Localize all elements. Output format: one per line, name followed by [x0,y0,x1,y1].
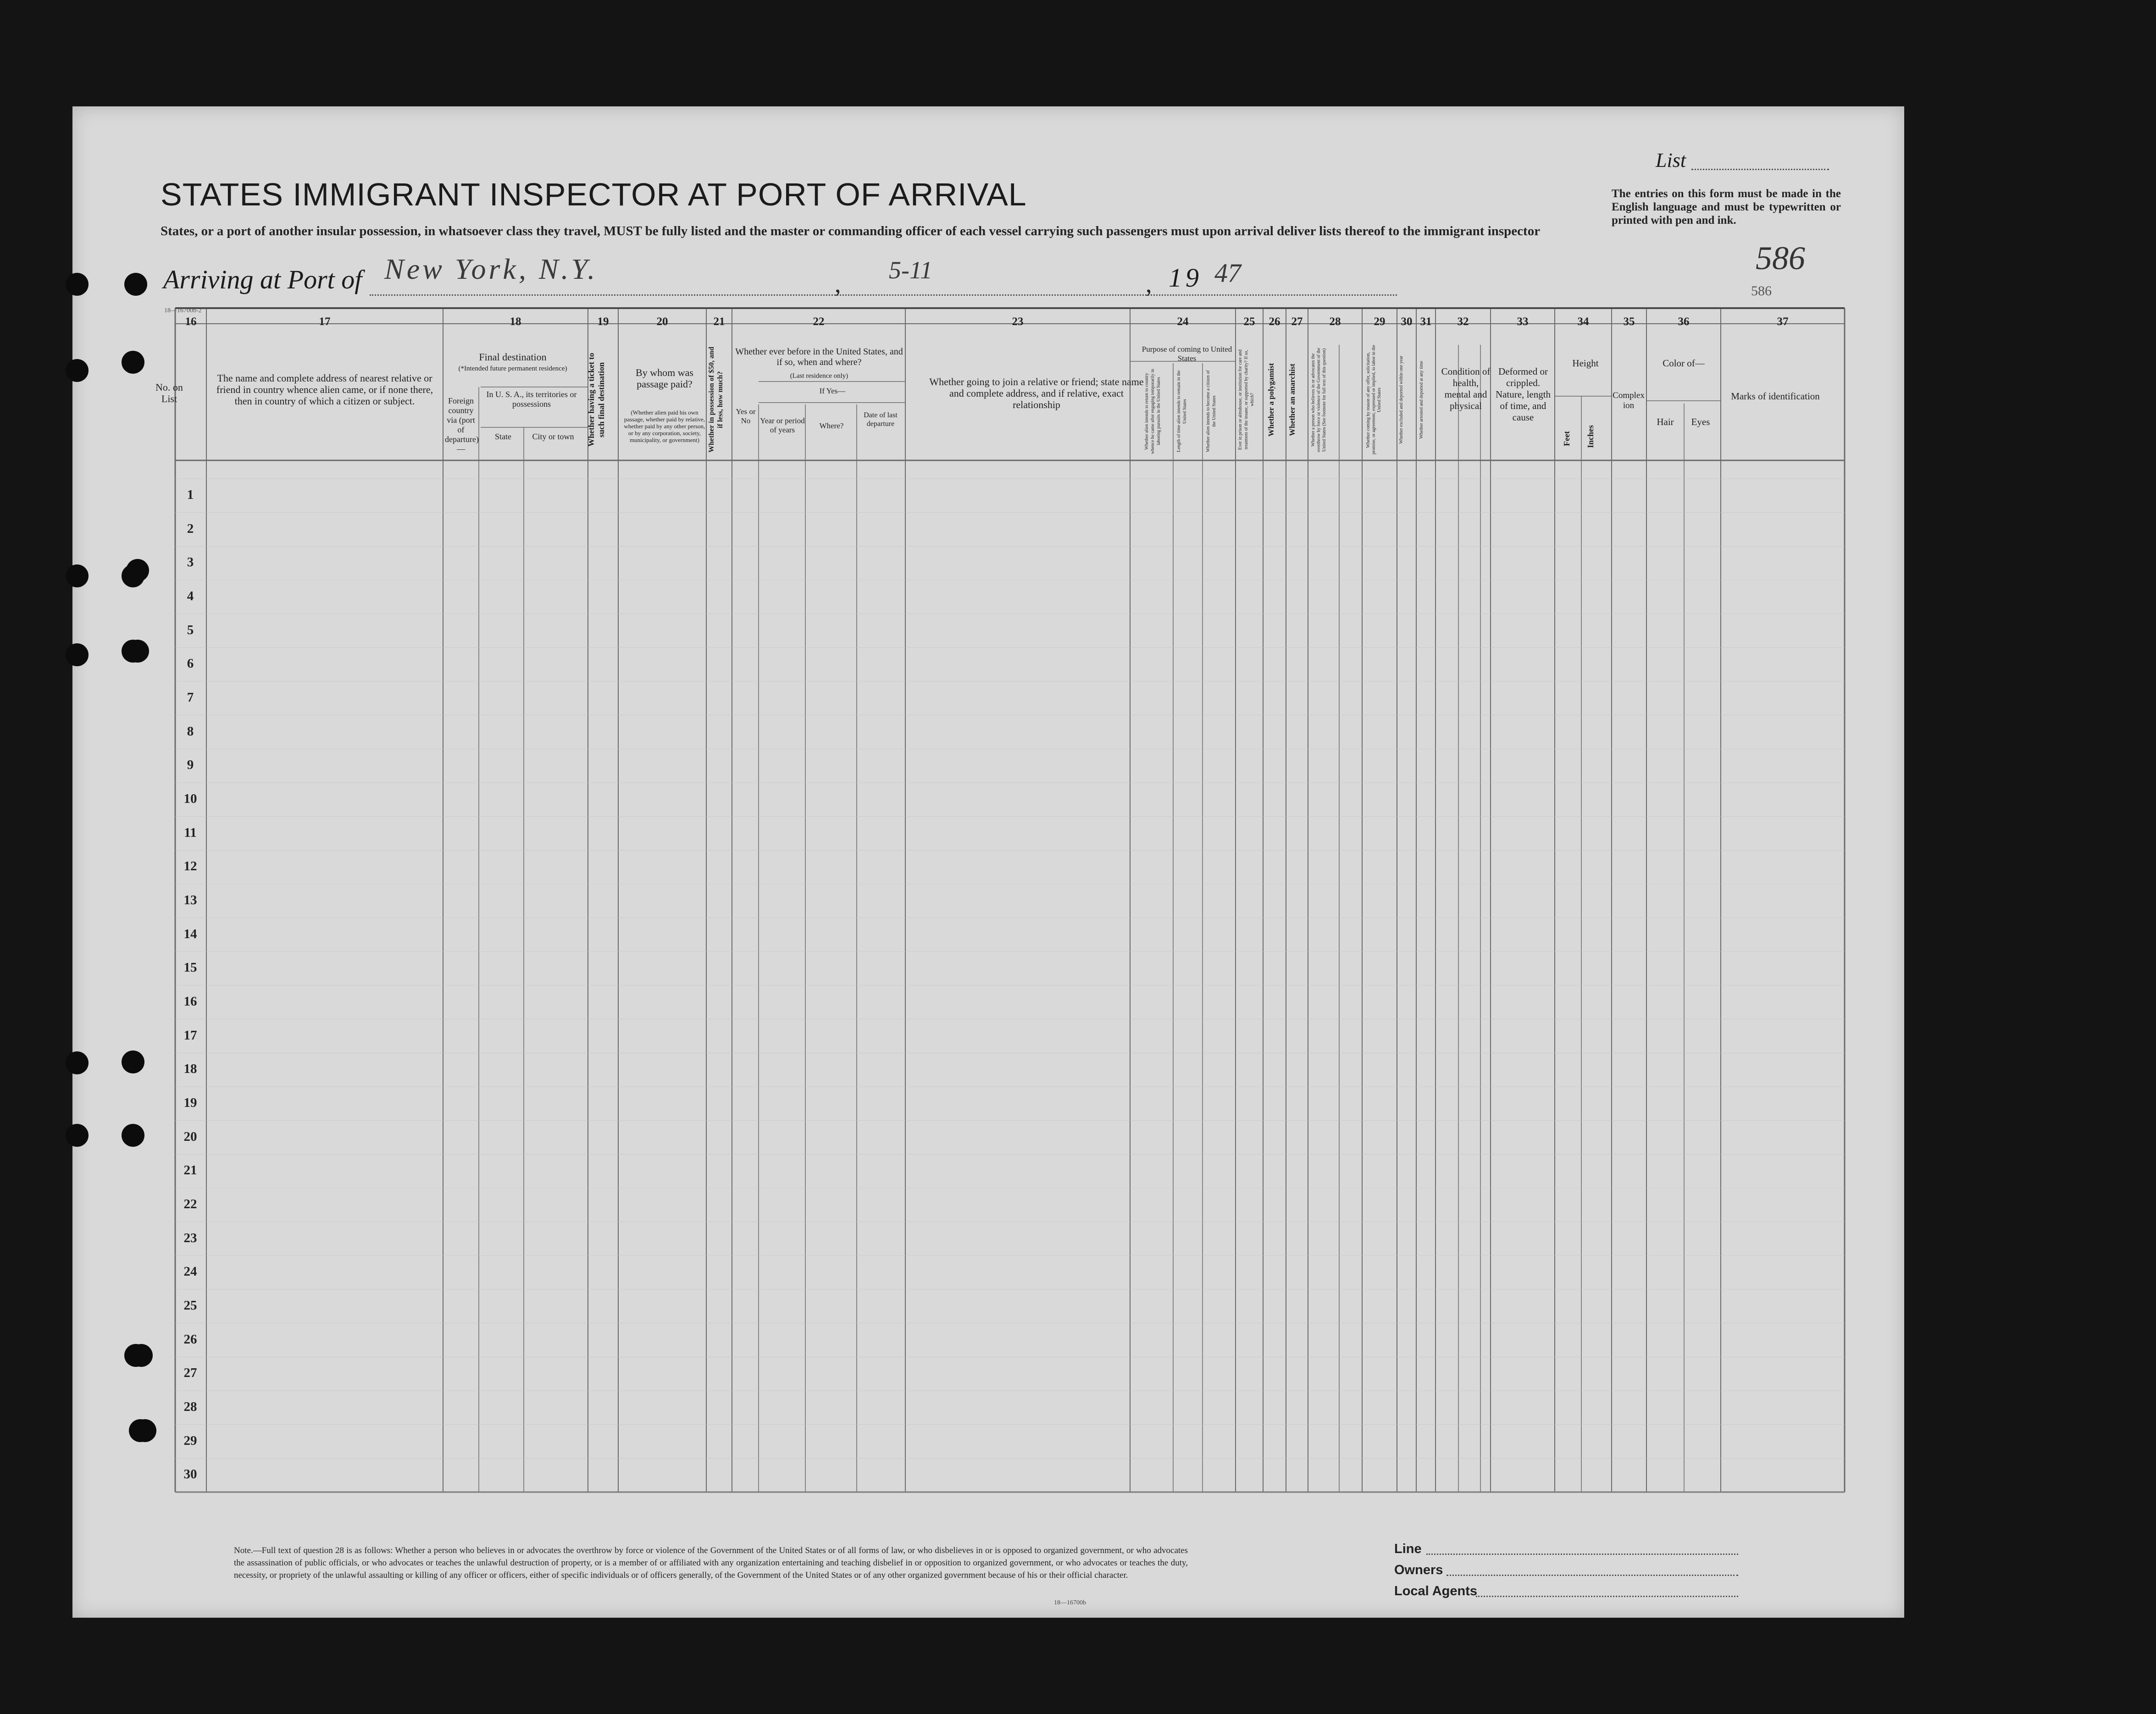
col22-yes-no: Yes or No [736,407,756,425]
line-label: Line [1394,1542,1422,1556]
col35-header: Complexion [1613,391,1645,410]
row-number: 4 [187,588,194,603]
comma-separator: , [1146,270,1152,298]
col30-header: Whether excluded and deported within one year [1399,355,1404,444]
port-handwritten: New York, N.Y. [384,253,598,285]
row-number: 25 [183,1298,197,1313]
row-number: 14 [183,926,197,941]
binding-hole [66,564,89,587]
col37-header: Marks of identification [1731,391,1820,402]
binding-hole [122,1124,144,1147]
column-number: 35 [1623,315,1635,328]
col22-note: (Last residence only) [790,372,848,380]
col36-hair: Hair [1657,416,1674,427]
form-subtitle: States, or a port of another insular possession, in whatsoever class they travel, MUST be fully listed and the master or commanding officer of each vessel carrying such passengers must upon arrival deliver lists thereof to the immigrant inspector [161,224,1541,238]
agents-signature-line [1476,1596,1738,1597]
form-page [72,106,1904,1618]
question-28-footnote: Note.—Full text of question 28 is as follows: Whether a person who believes in or advocates the overthrow by force or violence of the Government of the United States or of all forms of law, or who disbelieves in or is opposed to organized government, or who advocates the assassination of public officials, or who advocates or teaches the unlawful destruction of property, or is a member of or affiliated with any organization entertaining and teaching disbelief in or opposition to organized government, or who advocates or teaches the duty, necessity, or propriety of the unlawful assaulting or killing of any officer or officers, either of specific individuals or of officers generally, of the Government of the United States or of any other organized government because of his or their official character. [234,1546,1188,1580]
row-number: 2 [187,521,194,536]
col22-where: Where? [819,421,844,430]
col18-city: City or town [532,432,574,441]
col24-sub1: Whether alien intends to return to country whence he came after engaging temporarily in laboring pursuits in the United States [1144,369,1161,454]
list-label: List [1656,149,1686,171]
row-number: 28 [183,1399,197,1414]
row-number: 18 [183,1062,197,1077]
row-number: 16 [183,994,197,1009]
column-number: 18 [510,315,521,328]
binding-hole [66,273,89,296]
row-number: 5 [187,622,194,637]
form-instructions: The entries on this form must be made in the English language and must be typewritten or printed with pen and ink. [1612,188,1841,227]
year-prefix: 19 [1169,263,1203,293]
binding-hole [126,559,149,582]
col18-note: (*Intended future permanent residence) [458,365,567,372]
agents-label: Local Agents [1394,1584,1478,1598]
row-number: 27 [183,1366,197,1381]
col18-state: State [495,432,511,441]
col36-header: Color of— [1663,358,1705,369]
row-number: 17 [183,1028,197,1043]
col19-header: Whether having a ticket to such final destination [587,353,606,447]
owners-label: Owners [1394,1563,1443,1577]
col22-if-yes: If Yes— [819,387,846,395]
binding-hole [130,1344,153,1367]
owners-signature-line [1447,1575,1738,1576]
row-number: 6 [187,656,194,671]
column-number: 24 [1177,315,1189,328]
binding-hole [66,643,89,666]
column-number: 37 [1777,315,1789,328]
column-number: 20 [656,315,668,328]
col33-header: Deformed or crippled. Nature, length of time, and cause [1495,366,1551,423]
column-number: 17 [319,315,331,328]
column-number: 34 [1577,315,1589,328]
row-number: 23 [183,1230,197,1245]
col34-header: Height [1572,358,1599,369]
comma-separator: , [835,270,841,298]
column-number: 22 [813,315,825,328]
col18-usa: In U. S. A., its territories or possessions [486,390,577,409]
column-number: 29 [1374,315,1386,328]
binding-hole [66,1051,89,1074]
col25-header: Ever in prison or almshouse, or institution for care and treatment of the insane, or supported by charity? If so, which? [1238,349,1255,450]
column-number: 16 [185,315,197,328]
column-number: 19 [597,315,609,328]
column-number: 25 [1243,315,1255,328]
col22-date: Date of last departure [864,411,898,428]
page-number-faint: 586 [1751,283,1772,299]
row-number: 3 [187,555,194,570]
table-grid [72,106,1904,1618]
column-number: 33 [1517,315,1529,328]
form-code-top: 18—16700b-2 [164,307,202,314]
row-number: 29 [183,1433,197,1448]
col32-header: Condition of health, mental and physical [1441,366,1491,411]
column-number: 31 [1420,315,1432,328]
row-number: 13 [183,892,197,907]
col18-header: Final destination [479,351,547,363]
row-number: 11 [184,825,197,840]
col24-sub2: Length of time alien intends to remain in the United States [1176,370,1187,453]
column-number: 27 [1291,315,1303,328]
binding-hole [66,1124,89,1147]
binding-hole [122,351,144,374]
row-number: 8 [187,724,194,739]
col34-inches: Inches [1586,425,1595,448]
column-number: 28 [1329,315,1341,328]
form-code-bottom: 18—16700b [1054,1599,1086,1606]
column-number: 23 [1012,315,1024,328]
row-number: 30 [183,1467,197,1482]
col24-header: Purpose of coming to United States [1142,345,1232,363]
row-number: 7 [187,690,194,705]
binding-hole [66,359,89,382]
year-handwritten: 47 [1214,258,1241,288]
row-number: 26 [183,1332,197,1347]
binding-hole [124,273,147,296]
line-signature-line [1426,1554,1738,1555]
col17-header: The name and complete address of nearest relative or friend in country whence alien came, or if none there, then in country of which a citizen or subject. [216,372,433,407]
column-number: 32 [1457,315,1469,328]
col21-header: Whether in possession of $50, and if less, how much? [708,347,724,453]
row-number: 24 [183,1264,197,1279]
col20-header: By whom was passage paid? [636,367,693,390]
row-number: 22 [183,1196,197,1211]
column-number: 21 [713,315,725,328]
col22-year: Year or period of years [760,416,805,434]
col16-header: No. on List [155,382,183,404]
row-number: 10 [183,791,197,806]
column-number: 30 [1401,315,1413,328]
row-number: 1 [187,487,194,502]
col28-header: Whether a person who believes in or advocates the overthrow by force or violence of the Government of the United States (See footnote for full text of this question) [1311,348,1327,452]
arriving-label: Arriving at Port of [163,265,362,294]
row-number: 19 [183,1095,197,1110]
row-number: 21 [183,1163,197,1178]
binding-hole [133,1419,156,1442]
col27-header: Whether an anarchist [1288,363,1297,437]
row-number: 9 [187,757,194,773]
col31-header: Whether arrested and deported at any time [1419,361,1424,439]
col36-eyes: Eyes [1691,416,1710,427]
date-handwritten: 5-11 [889,256,932,284]
col20-note: (Whether alien paid his own passage, whether paid by relative, whether paid by any other person, or by any corporation, society, municipality, or government) [624,409,705,443]
form-title: STATES IMMIGRANT INSPECTOR AT PORT OF ARRIVAL [161,177,1027,212]
col23-header: Whether going to join a relative or friend; state name and complete address, and if relative, exact relationship [929,376,1144,410]
column-number: 26 [1269,315,1280,328]
col18-foreign: Foreign country via (port of departure)— [445,396,479,453]
col26-header: Whether a polygamist [1267,363,1275,437]
binding-hole [122,1051,144,1073]
col29-header: Whether coming by reason of any offer, solicitation, promise, or agreement, expressed or implied, to labor in the United States [1366,345,1382,455]
row-number: 15 [183,960,197,975]
page-number-handwritten: 586 [1756,240,1805,276]
binding-hole [126,640,149,663]
col34-feet: Feet [1562,431,1571,447]
row-number: 20 [183,1129,197,1144]
col24-sub3: Whether alien intends to become a citizen of the United States [1206,370,1217,453]
col22-header: Whether ever before in the United States, and if so, when and where? [735,347,903,367]
column-number: 36 [1678,315,1690,328]
row-number: 12 [183,859,197,874]
